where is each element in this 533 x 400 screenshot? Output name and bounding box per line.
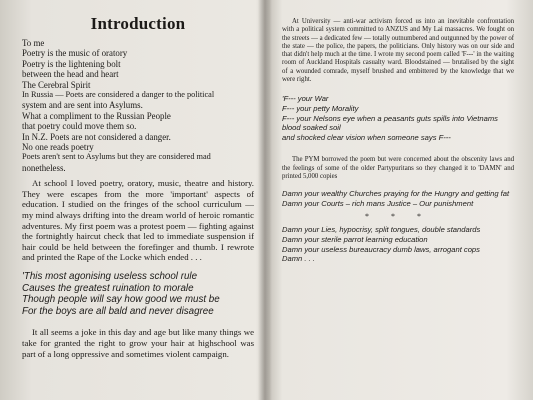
poem-line: system and are sent into Asylums.: [22, 100, 143, 111]
verse-line: Damn your wealthy Churches praying for the Hungry and getting fat: [282, 189, 510, 199]
verse-line: Damn your Lies, hypocrisy, split tongues, double standards: [282, 225, 481, 235]
school-paragraph: At school I loved poetry, oratory, music, theatre and history. They were escapes from the more 'important' aspects of education. I studied on the fringes of the school curriculum — my mind always drifting into the dream world of heroic romantic adventures. My first poem was a protest poem — fighting against the fortnightly haircut check that led to immediate suspension if hair could be held between the forefinger and thumb. I rewrote and printed the Rape of the Locke which ended . . .: [22, 178, 254, 263]
poem-line: between the head and heart: [22, 69, 119, 80]
damn-verse-2: [282, 225, 514, 263]
intro-poem: [22, 38, 254, 173]
poem-line: nonetheless.: [22, 162, 66, 173]
poem-line: To me: [22, 38, 45, 48]
verse-line: 'This most agonising useless school rule: [22, 271, 198, 283]
verse-line: F--- your Nelsons eye when a peasants guts spills into Vietnams blood soaked soil: [282, 113, 498, 133]
joke-paragraph: It all seems a joke in this day and age but like many things we take for granted the right to grow your hair at highschool was part of a long oppressive and sometimes violent campaign.: [22, 327, 254, 359]
poem-line: No one reads poetry: [22, 142, 94, 153]
haircut-verse: [22, 271, 254, 317]
book-gutter: [258, 0, 272, 400]
verse-line: Damn your useless bureaucracy dumb laws, arrogant cops: [282, 244, 480, 254]
poem-line: that poetry could move them so.: [22, 121, 137, 132]
verse-line: 'F--- your War: [282, 94, 329, 104]
poem-line: In Russia — Poets are considered a danger to the political: [22, 90, 215, 100]
poem-line: The Cerebral Spirit: [22, 79, 91, 90]
verse-line: Damn . . .: [282, 254, 315, 264]
right-page: [282, 0, 514, 380]
university-paragraph: At University — anti-war activism forced us into an inevitable confrontation with a political system committed to ANZUS and My Lai massacres. We fought on the streets — a dedicated few — totally outnumbered and outgunned by the power of the state — the police, the papers, the politicians. Only history was on our side and that didn't help much at the time. I wrote my second poem called 'F---' in the waiting room of Auckland Hospitals casualty ward. Bloodstained — brutalised by the sight of a wounded comrade, myself brushed and embittered by the knowledge that we were right.: [282, 18, 514, 84]
verse-line: F--- your petty Morality: [282, 103, 359, 113]
poem-line: Poetry is the music of oratory: [22, 48, 128, 59]
poem-line: What a compliment to the Russian People: [22, 110, 171, 121]
verse-line: Though people will say how good we must be: [22, 294, 220, 306]
section-asterisks: * * *: [365, 212, 431, 222]
poem-line: Poets aren't sent to Asylums but they are considered mad: [22, 152, 211, 162]
page-title: Introduction: [90, 14, 186, 33]
verse-line: For the boys are all bald and never disagree: [22, 305, 214, 317]
verse-line: Damn your sterile parrot learning education: [282, 235, 428, 245]
verse-line: and shocked clear vision when someone says F---: [282, 132, 451, 142]
damn-verse-1: [282, 189, 514, 208]
poem-line: In N.Z. Poets are not considered a danger.: [22, 131, 171, 142]
verse-line: Causes the greatest ruination to morale: [22, 282, 194, 294]
pym-paragraph: The PYM borrowed the poem but were concerned about the obscenity laws and the feelings of some of the older Partypuritans so they changed it to 'DAMN' and printed 5,000 copies: [282, 156, 514, 180]
verse-line: Damn your Courts – rich mans Justice – Our punishment: [282, 198, 474, 208]
war-verse: [282, 94, 514, 142]
left-page: [22, 0, 254, 396]
poem-line: Poetry is the lightening bolt: [22, 58, 121, 69]
